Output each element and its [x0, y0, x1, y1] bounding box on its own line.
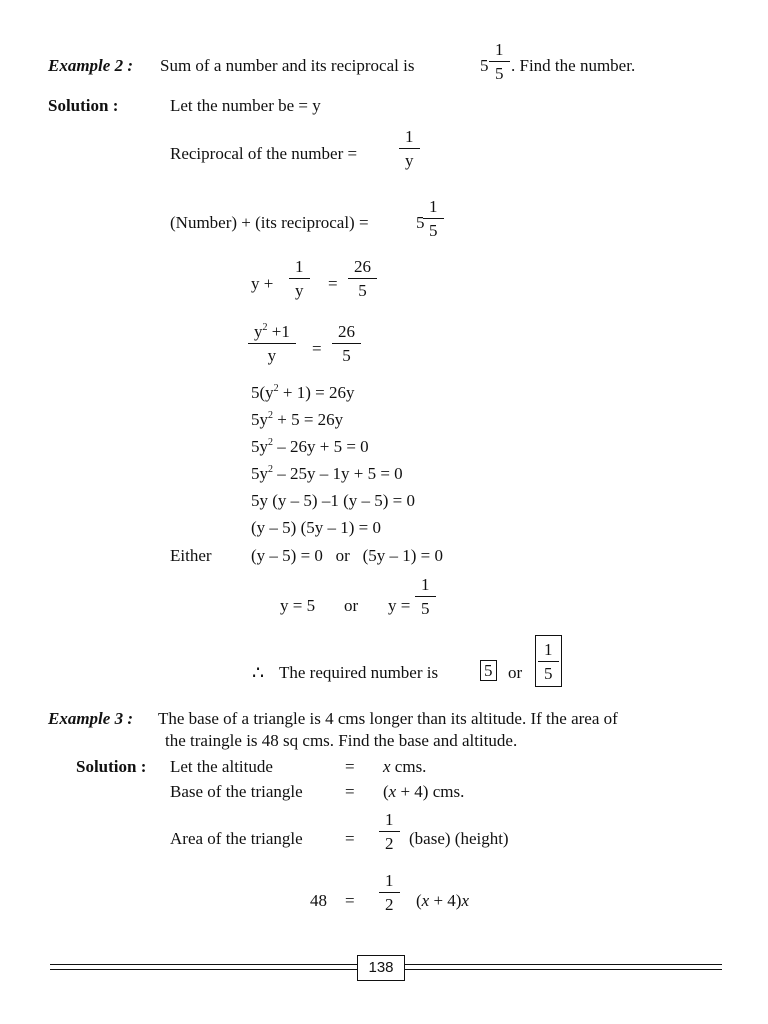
fraction-denominator: 5	[423, 218, 444, 239]
area-formula: (base) (height)	[409, 829, 509, 848]
equation-2-result-fraction	[335, 323, 358, 364]
solution-line-2: Reciprocal of the number =	[170, 144, 358, 163]
equation-1-result-fraction	[351, 258, 374, 299]
fraction-denominator: 5	[415, 596, 436, 617]
equation-1-left: y +	[251, 274, 274, 293]
answer-or: or	[508, 663, 523, 682]
step-line: $5y^2 - 25y - 1y + 5 = 0$	[251, 464, 403, 483]
fraction-denominator: y	[399, 148, 420, 169]
fraction-denominator: 5	[489, 61, 510, 82]
fraction-numerator: 26	[338, 322, 355, 341]
footer-rule-right-bottom	[405, 969, 722, 970]
either-label: Either	[170, 546, 212, 565]
fraction-denominator: y	[289, 278, 310, 299]
footer-rule-left-bottom	[50, 969, 357, 970]
fraction-numerator: 1	[385, 810, 394, 829]
equals-sign: =	[328, 274, 338, 293]
equals-sign: =	[345, 782, 355, 801]
step-line: (y – 5) (5y – 1) = 0	[251, 518, 381, 537]
fraction-numerator: 26	[354, 257, 371, 276]
equals-sign: =	[345, 829, 355, 848]
mixed-fraction	[492, 41, 507, 82]
base-label: Base of the triangle	[170, 782, 303, 801]
area-equation-right: (x + 4)x	[416, 891, 470, 910]
step-line: 5y (y – 5) –1 (y – 5) = 0	[251, 491, 415, 510]
reciprocal-fraction	[402, 128, 417, 169]
base-value: (x + 4) cms.	[383, 782, 465, 801]
root-2-left: y =	[388, 596, 411, 615]
fraction-denominator: 2	[379, 892, 400, 913]
fraction-denominator: 5	[332, 343, 361, 364]
equals-sign: =	[312, 339, 322, 358]
equation-2-fraction	[251, 323, 293, 364]
fraction-denominator: 5	[538, 661, 559, 682]
answer-text: The required number is	[279, 663, 439, 682]
or-word: or	[344, 596, 359, 615]
therefore-icon: ∴	[252, 663, 265, 684]
fraction-numerator: 1	[385, 871, 394, 890]
half-fraction	[382, 872, 397, 913]
area-value: 48	[310, 891, 327, 910]
fraction-numerator: $y^2 +1$	[254, 322, 290, 341]
example-3-question-line-2: the traingle is 48 sq cms. Find the base and altitude.	[165, 731, 518, 750]
altitude-label: Let the altitude	[170, 757, 273, 776]
footer-rule-right-top	[405, 964, 722, 965]
altitude-value: x cms.	[383, 757, 427, 776]
example-2-heading: Example 2 :	[48, 56, 133, 75]
fraction-numerator: 1	[421, 575, 430, 594]
answer-box: 5	[480, 662, 497, 679]
step-line: $5y^2 - 26y + 5 = 0$	[251, 437, 369, 456]
example-3-heading: Example 3 :	[48, 709, 133, 728]
solution-label: Solution :	[76, 757, 147, 776]
half-fraction	[382, 811, 397, 852]
answer-boxed-fraction	[535, 635, 562, 687]
equals-sign: =	[345, 757, 355, 776]
step-line: $5(y^2 + 1) = 26y$	[251, 383, 355, 402]
fraction-numerator: 1	[495, 40, 504, 59]
root-1: y = 5	[280, 596, 316, 615]
mixed-fraction	[426, 198, 441, 239]
fraction-numerator: 1	[405, 127, 414, 146]
solution-label: Solution :	[48, 96, 119, 115]
example-3-question-line-1: The base of a triangle is 4 cms longer than its altitude. If the area of	[158, 709, 618, 728]
solution-line-1: Let the number be = y	[170, 96, 321, 115]
answer-fraction	[541, 641, 556, 682]
fraction-numerator: 1	[295, 257, 304, 276]
mixed-whole: 5	[416, 213, 425, 232]
fraction-denominator: 2	[379, 831, 400, 852]
either-equation: (y – 5) = 0 or (5y – 1) = 0	[251, 546, 443, 565]
equation-1-fraction	[292, 258, 307, 299]
mixed-whole: 5	[480, 56, 489, 75]
solution-line-3: (Number) + (its reciprocal) =	[170, 213, 369, 232]
area-label: Area of the triangle	[170, 829, 303, 848]
step-line: $5y^2 + 5 = 26y$	[251, 410, 344, 429]
fraction-numerator: 1	[544, 640, 553, 659]
fraction-denominator: 5	[348, 278, 377, 299]
footer-rule-left-top	[50, 964, 357, 965]
page-number: 138	[357, 955, 405, 981]
fraction-denominator: y	[248, 343, 296, 364]
root-2-fraction	[418, 576, 433, 617]
fraction-numerator: 1	[429, 197, 438, 216]
equals-sign: =	[345, 891, 355, 910]
example-2-question: Sum of a number and its reciprocal is	[160, 56, 415, 75]
example-2-question-tail: . Find the number.	[511, 56, 636, 75]
